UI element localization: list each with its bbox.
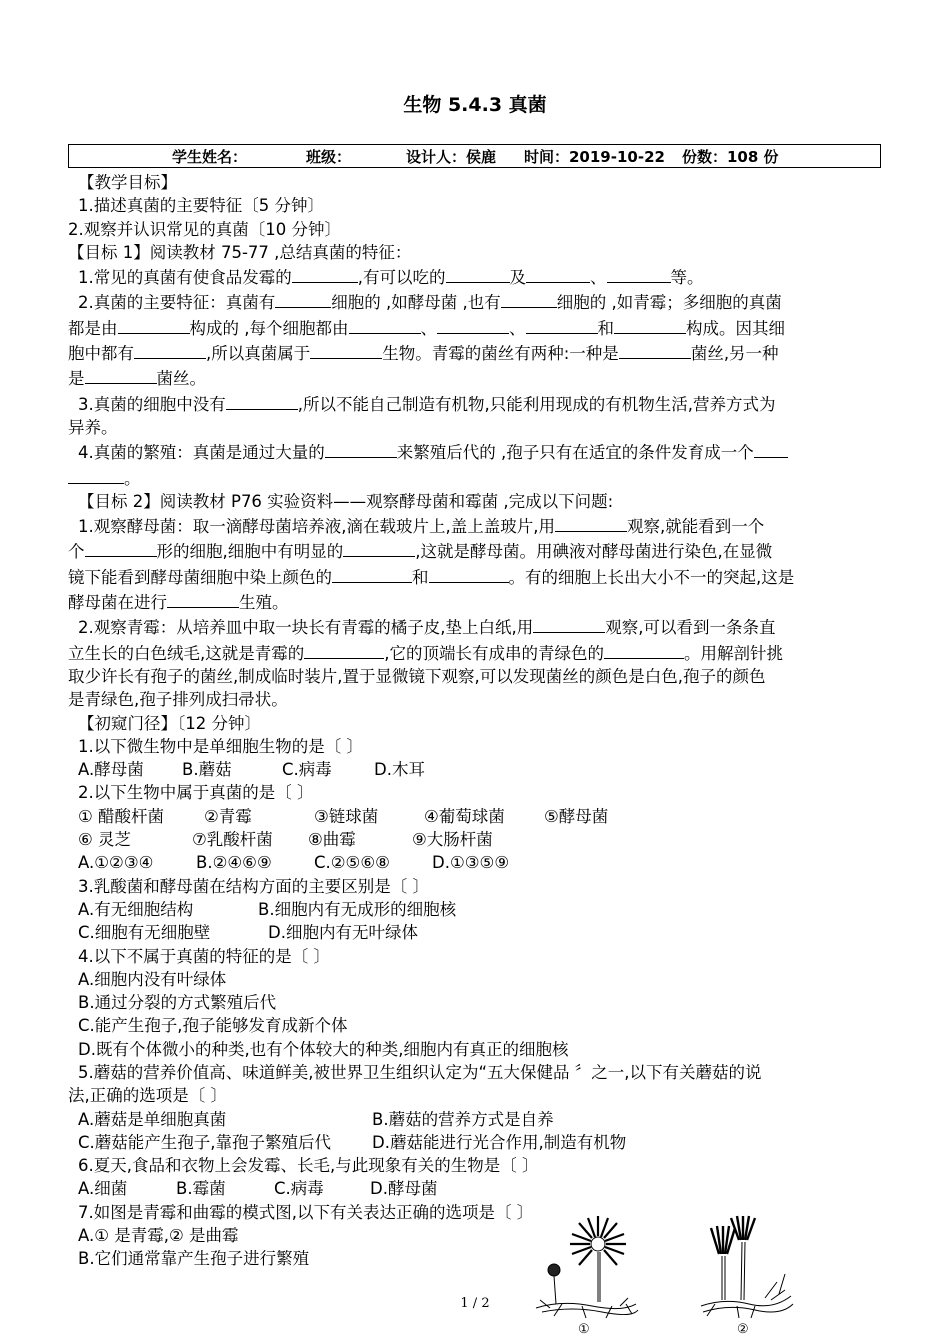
mcq-options bbox=[68, 851, 883, 874]
option: B.通过分裂的方式繁殖后代 bbox=[78, 993, 277, 1013]
broom-head-right bbox=[731, 1216, 755, 1240]
answer-blank bbox=[614, 315, 686, 334]
mcq-question-cont: 法,正确的选项是〔 〕 bbox=[68, 1086, 227, 1106]
option: D.酵母菌 bbox=[370, 1179, 438, 1199]
question-2-cont: 取少许长有孢子的菌丝,制成临时装片,置于显微镜下观察,可以发现菌丝的颜色是白色,孢子的颜色 bbox=[68, 666, 766, 686]
section-header: 【目标 1】阅读教材 75-77 ,总结真菌的特征： bbox=[68, 242, 412, 262]
item: ⑦乳酸杆菌 bbox=[192, 830, 273, 850]
option: A.酵母菌 bbox=[78, 760, 144, 780]
answer-blank bbox=[501, 289, 557, 308]
broom-head-left bbox=[711, 1226, 735, 1254]
answer-blank bbox=[437, 315, 509, 334]
option: C.能产生孢子,孢子能够发育成新个体 bbox=[78, 1016, 348, 1036]
answer-blank bbox=[68, 465, 124, 484]
question-2-cont: 是青绿色,孢子排列成扫帚状。 bbox=[68, 690, 288, 710]
mcq-question: 4.以下不属于真菌的特征的是〔 〕 bbox=[78, 946, 330, 966]
option: D.①③⑤⑨ bbox=[432, 853, 510, 873]
option: B.它们通常靠产生孢子进行繁殖 bbox=[78, 1249, 310, 1269]
question-1: 1.常见的真菌有使食品发霉的 ,有可以吃的 及 、 等。 bbox=[68, 264, 883, 289]
page-number: 1 / 2 bbox=[460, 1296, 490, 1311]
mcq-question: 2.以下生物中属于真菌的是〔 〕 bbox=[78, 783, 314, 803]
answer-blank bbox=[526, 315, 598, 334]
item: ① 醋酸杆菌 bbox=[78, 806, 165, 826]
option: D.细胞内有无叶绿体 bbox=[268, 923, 418, 943]
mcq-options bbox=[68, 758, 883, 781]
question-1-cont: 酵母菌在进行 生殖。 bbox=[68, 589, 883, 614]
mcq-options bbox=[68, 1131, 883, 1154]
section-header: 【目标 2】阅读教材 P76 实验资料——观察酵母菌和霉菌 ,完成以下问题: bbox=[78, 491, 614, 511]
answer-blank bbox=[555, 513, 627, 532]
item: ②青霉 bbox=[204, 806, 252, 826]
question-1-cont: 镜下能看到酵母菌细胞中染上颜色的 和 。有的细胞上长出大小不一的突起,这是 bbox=[68, 564, 883, 589]
answer-blank bbox=[604, 640, 684, 659]
mcq-options bbox=[68, 1177, 883, 1200]
answer-blank bbox=[332, 564, 412, 583]
goal-item: 1.描述真菌的主要特征〔5 分钟〕 bbox=[78, 196, 324, 216]
option: D.蘑菇能进行光合作用,制造有机物 bbox=[372, 1132, 627, 1152]
answer-blank bbox=[325, 439, 397, 458]
option: C.病毒 bbox=[282, 760, 332, 780]
option: D.既有个体微小的种类,也有个体较大的种类,细胞内有真正的细胞核 bbox=[78, 1039, 569, 1059]
question-2-cont: 胞中都有 ,所以真菌属于 生物。青霉的菌丝有两种:一种是 菌丝,另一种 bbox=[68, 340, 883, 365]
option: B.细胞内有无成形的细胞核 bbox=[258, 899, 457, 919]
answer-blank bbox=[429, 564, 509, 583]
time-label: 时间：2019-10-22 bbox=[524, 147, 665, 166]
question-3: 3.真菌的细胞中没有 ,所以不能自己制造有机物,只能利用现成的有机物生活,营养方式为 bbox=[68, 391, 883, 416]
item: ④葡萄球菌 bbox=[424, 806, 505, 826]
answer-blank bbox=[118, 315, 190, 334]
answer-blank bbox=[446, 264, 510, 283]
question-4: 4.真菌的繁殖：真菌是通过大量的 来繁殖后代的 ,孢子只有在适宜的条件发育成一个 bbox=[68, 439, 883, 464]
copies-label: 份数：108 份 bbox=[682, 147, 779, 166]
class-label: 班级： bbox=[306, 147, 352, 166]
option: A.细胞内没有叶绿体 bbox=[78, 969, 227, 989]
question-4-cont: 。 bbox=[68, 465, 883, 490]
option: A.①②③④ bbox=[78, 853, 154, 873]
mcq-items bbox=[68, 805, 883, 828]
mcq-options bbox=[68, 921, 883, 944]
goal-item: 2.观察并认识常见的真菌〔10 分钟〕 bbox=[68, 219, 341, 239]
question-2: 2.观察青霉：从培养皿中取一块长有青霉的橘子皮,垫上白纸,用 观察,可以看到一条条直 bbox=[68, 614, 883, 639]
info-box bbox=[68, 144, 881, 168]
item: ⑥ 灵芝 bbox=[78, 830, 132, 850]
mcq-question: 3.乳酸菌和酵母菌在结构方面的主要区别是〔 〕 bbox=[78, 876, 429, 896]
option: B.②④⑥⑨ bbox=[196, 853, 272, 873]
student-name-label: 学生姓名： bbox=[172, 147, 248, 166]
mcq-question: 5.蘑菇的营养价值高、味道鲜美,被世界卫生组织认定为“五大保健品 〞之一,以下有关蘑菇的说 bbox=[78, 1062, 762, 1082]
section-header: 【初窥门径】〔12 分钟〕 bbox=[78, 713, 261, 733]
option: A.有无细胞结构 bbox=[78, 899, 194, 919]
question-2-cont: 立生长的白色绒毛,这就是青霉的 ,它的顶端长有成串的青绿色的 。用解剖针挑 bbox=[68, 640, 883, 665]
answer-blank bbox=[275, 289, 331, 308]
answer-blank bbox=[134, 340, 206, 359]
answer-blank bbox=[304, 640, 384, 659]
answer-blank bbox=[292, 264, 358, 283]
option: C.病毒 bbox=[274, 1179, 324, 1199]
answer-blank bbox=[167, 589, 239, 608]
item: ⑤酵母菌 bbox=[544, 806, 609, 826]
option: C.蘑菇能产生孢子,靠孢子繁殖后代 bbox=[78, 1132, 332, 1152]
mcq-items bbox=[68, 828, 883, 851]
answer-blank bbox=[533, 614, 605, 633]
question-3-cont: 异养。 bbox=[68, 417, 118, 437]
answer-blank bbox=[754, 439, 788, 458]
figure-1-label: ① bbox=[578, 1322, 590, 1337]
mcq-options bbox=[68, 898, 883, 921]
mcq-question: 7.如图是青霉和曲霉的模式图,以下有关表达正确的选项是〔 〕 bbox=[78, 1202, 534, 1222]
answer-blank bbox=[349, 315, 421, 334]
question-1-cont: 个 形的细胞,细胞中有明显的 ,这就是酵母菌。用碘液对酵母菌进行染色,在显微 bbox=[68, 538, 883, 563]
question-2: 2.真菌的主要特征：真菌有 细胞的 ,如酵母菌 ,也有 细胞的 ,如青霉；多细胞的真菌 bbox=[68, 289, 883, 314]
designer-label: 设计人：侯鹿 bbox=[406, 147, 497, 166]
option: C.细胞有无细胞壁 bbox=[78, 923, 211, 943]
page-title: 生物 5.4.3 真菌 bbox=[403, 94, 547, 116]
item: ⑨大肠杆菌 bbox=[412, 830, 493, 850]
worksheet-body bbox=[68, 171, 883, 1271]
mcq-question: 1.以下微生物中是单细胞生物的是〔 〕 bbox=[78, 736, 363, 756]
mcq-question: 6.夏天,食品和衣物上会发霉、长毛,与此现象有关的生物是〔 〕 bbox=[78, 1156, 539, 1176]
answer-blank bbox=[343, 538, 415, 557]
question-2-cont: 都是由 构成的 ,每个细胞都由 、 、 和 构成。因其细 bbox=[68, 315, 883, 340]
answer-blank bbox=[619, 340, 691, 359]
option: B.蘑菇的营养方式是自养 bbox=[372, 1109, 554, 1129]
item: ③链球菌 bbox=[314, 806, 379, 826]
option: B.霉菌 bbox=[176, 1179, 226, 1199]
answer-blank bbox=[310, 340, 382, 359]
answer-blank bbox=[85, 365, 157, 384]
option: C.②⑤⑥⑧ bbox=[314, 853, 390, 873]
answer-blank bbox=[226, 391, 298, 410]
option: B.蘑菇 bbox=[182, 760, 232, 780]
item: ⑧曲霉 bbox=[308, 830, 356, 850]
answer-blank bbox=[526, 264, 590, 283]
figure-2-label: ② bbox=[737, 1322, 749, 1337]
mcq-options bbox=[68, 1108, 883, 1131]
option: A.① 是青霉,② 是曲霉 bbox=[78, 1226, 239, 1246]
answer-blank bbox=[85, 538, 157, 557]
question-2-cont: 是 菌丝。 bbox=[68, 365, 883, 390]
answer-blank bbox=[607, 264, 671, 283]
section-header: 【教学目标】 bbox=[78, 173, 177, 192]
option: D.木耳 bbox=[374, 760, 425, 780]
question-1: 1.观察酵母菌：取一滴酵母菌培养液,滴在载玻片上,盖上盖玻片,用 观察,就能看到一个 bbox=[68, 513, 883, 538]
option: A.细菌 bbox=[78, 1179, 128, 1199]
option: A.蘑菇是单细胞真菌 bbox=[78, 1109, 227, 1129]
